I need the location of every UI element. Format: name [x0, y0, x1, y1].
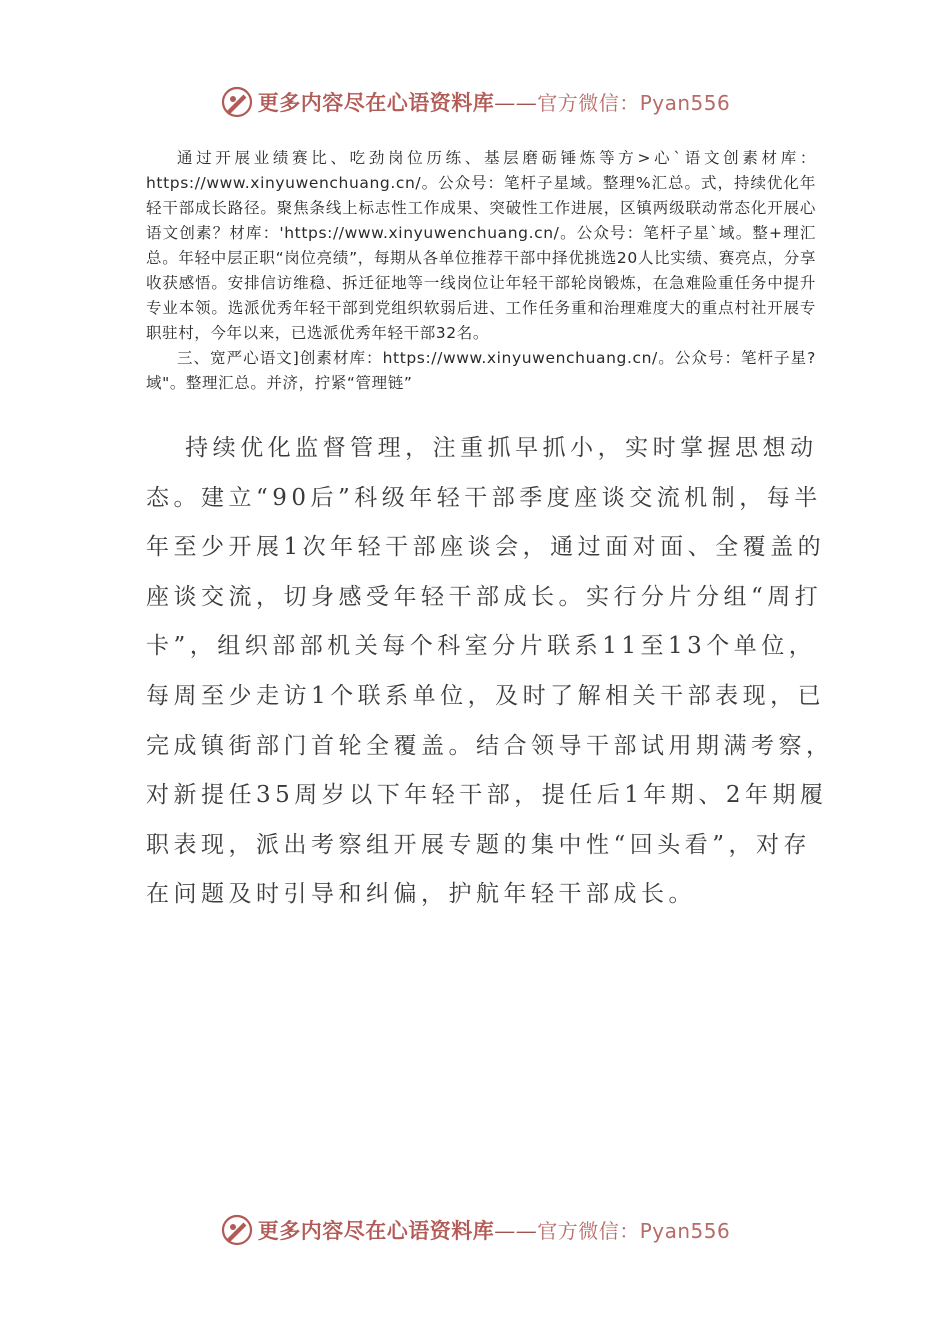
- main-text-block: [146, 424, 836, 920]
- small-text-block: [146, 146, 816, 396]
- banner-text: [258, 87, 731, 117]
- banner-title: 更多内容尽在心语资料库: [257, 1218, 495, 1243]
- main-paragraph: 持续优化监督管理，注重抓早抓小，实时掌握思想动态。建立“90后”科级年轻干部季度座谈交流机制，每半年至少开展1次年轻干部座谈会，通过面对面、全覆盖的座谈交流，切身感受年轻干部成长。实行分片分组“周打卡”，组织部部机关每个科室分片联系11至13个单位，每周至少走访1个联系单位，及时了解相关干部表现，已完成镇街部门首轮全覆盖。结合领导干部试用期满考察，对新提任35周岁以下年轻干部，提任后1年期、2年期履职表现，派出考察组开展专题的集中性“回头看”，对存在问题及时引导和纠偏，护航年轻干部成长。: [146, 435, 834, 908]
- header-banner: [0, 82, 950, 122]
- banner-title: 更多内容尽在心语资料库: [257, 90, 495, 115]
- pen-logo-icon: [220, 85, 254, 119]
- banner-separator: ——: [494, 91, 538, 115]
- banner-separator: ——: [494, 1219, 538, 1243]
- banner-contact: 官方微信：Pyan556: [537, 91, 731, 115]
- small-paragraph: 三、宽严心语文]创素材库：https://www.xinyuwenchuang.cn/。公众号：笔杆子星?域"。整理汇总。并济，拧紧“管理链”: [146, 349, 816, 392]
- banner-contact: 官方微信：Pyan556: [537, 1219, 731, 1243]
- banner-text: [258, 1215, 731, 1245]
- footer-banner: [0, 1210, 950, 1250]
- pen-logo-icon: [220, 1213, 254, 1247]
- small-paragraph: 通过开展业绩赛比、吃劲岗位历练、基层磨砺锤炼等方>心`语文创素材库：https://www.xinyuwenchuang.cn/。公众号：笔杆子星域。整理%汇总。式，持续优化年轻干部成长路径。聚焦条线上标志性工作成果、突破性工作进展，区镇两级联动常态化开展心语文创素？材库：'https://www.xinyuwenchuang.cn/。公众号：笔杆子星`域。整+理汇总。年轻中层正职“岗位亮绩”，每期从各单位推荐干部中择优挑选20人比实绩、赛亮点，分享收获感悟。安排信访维稳、拆迁征地等一线岗位让年轻干部轮岗锻炼，在急难险重任务中提升专业本领。选派优秀年轻干部到党组织软弱后进、工作任务重和治理难度大的重点村社开展专职驻村，今年以来，已选派优秀年轻干部32名。: [146, 149, 816, 342]
